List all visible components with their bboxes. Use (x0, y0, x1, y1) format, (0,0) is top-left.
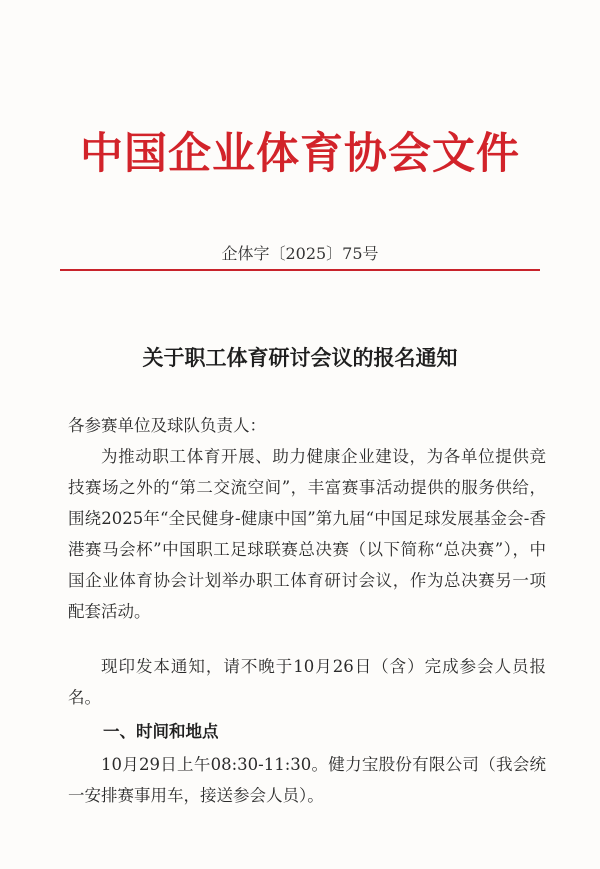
notice-title: 关于职工体育研讨会议的报名通知 (142, 345, 458, 370)
paragraph-time-place: 10月29日上午08:30-11:30。健力宝股份有限公司（我会统一安排赛事用车，接送参会人员）。 (68, 755, 546, 805)
paragraph-intro: 为推动职工体育开展、助力健康企业建设，为各单位提供竞技赛场之外的“第二交流空间”，丰富赛事活动提供的服务供给，围绕2025年“全民健身-健康中国”第九届“中国足球发展基金会-香港赛马会杯”中国职工足球联赛总决赛（以下简称“总决赛”），中国企业体育协会计划举办职工体育研讨会议，作为总决赛另一项配套活动。 (68, 447, 546, 621)
salutation: 各参赛单位及球队负责人： (68, 416, 266, 435)
document-number: 企体字〔2025〕75号 (221, 244, 379, 263)
paragraph-deadline: 现印发本通知，请不晚于10月26日（含）完成参会人员报名。 (68, 657, 546, 707)
document-header-title: 中国企业体育协会文件 (80, 129, 520, 179)
red-divider-rule (60, 269, 540, 271)
section-heading-time-place: 一、时间和地点 (103, 722, 219, 741)
